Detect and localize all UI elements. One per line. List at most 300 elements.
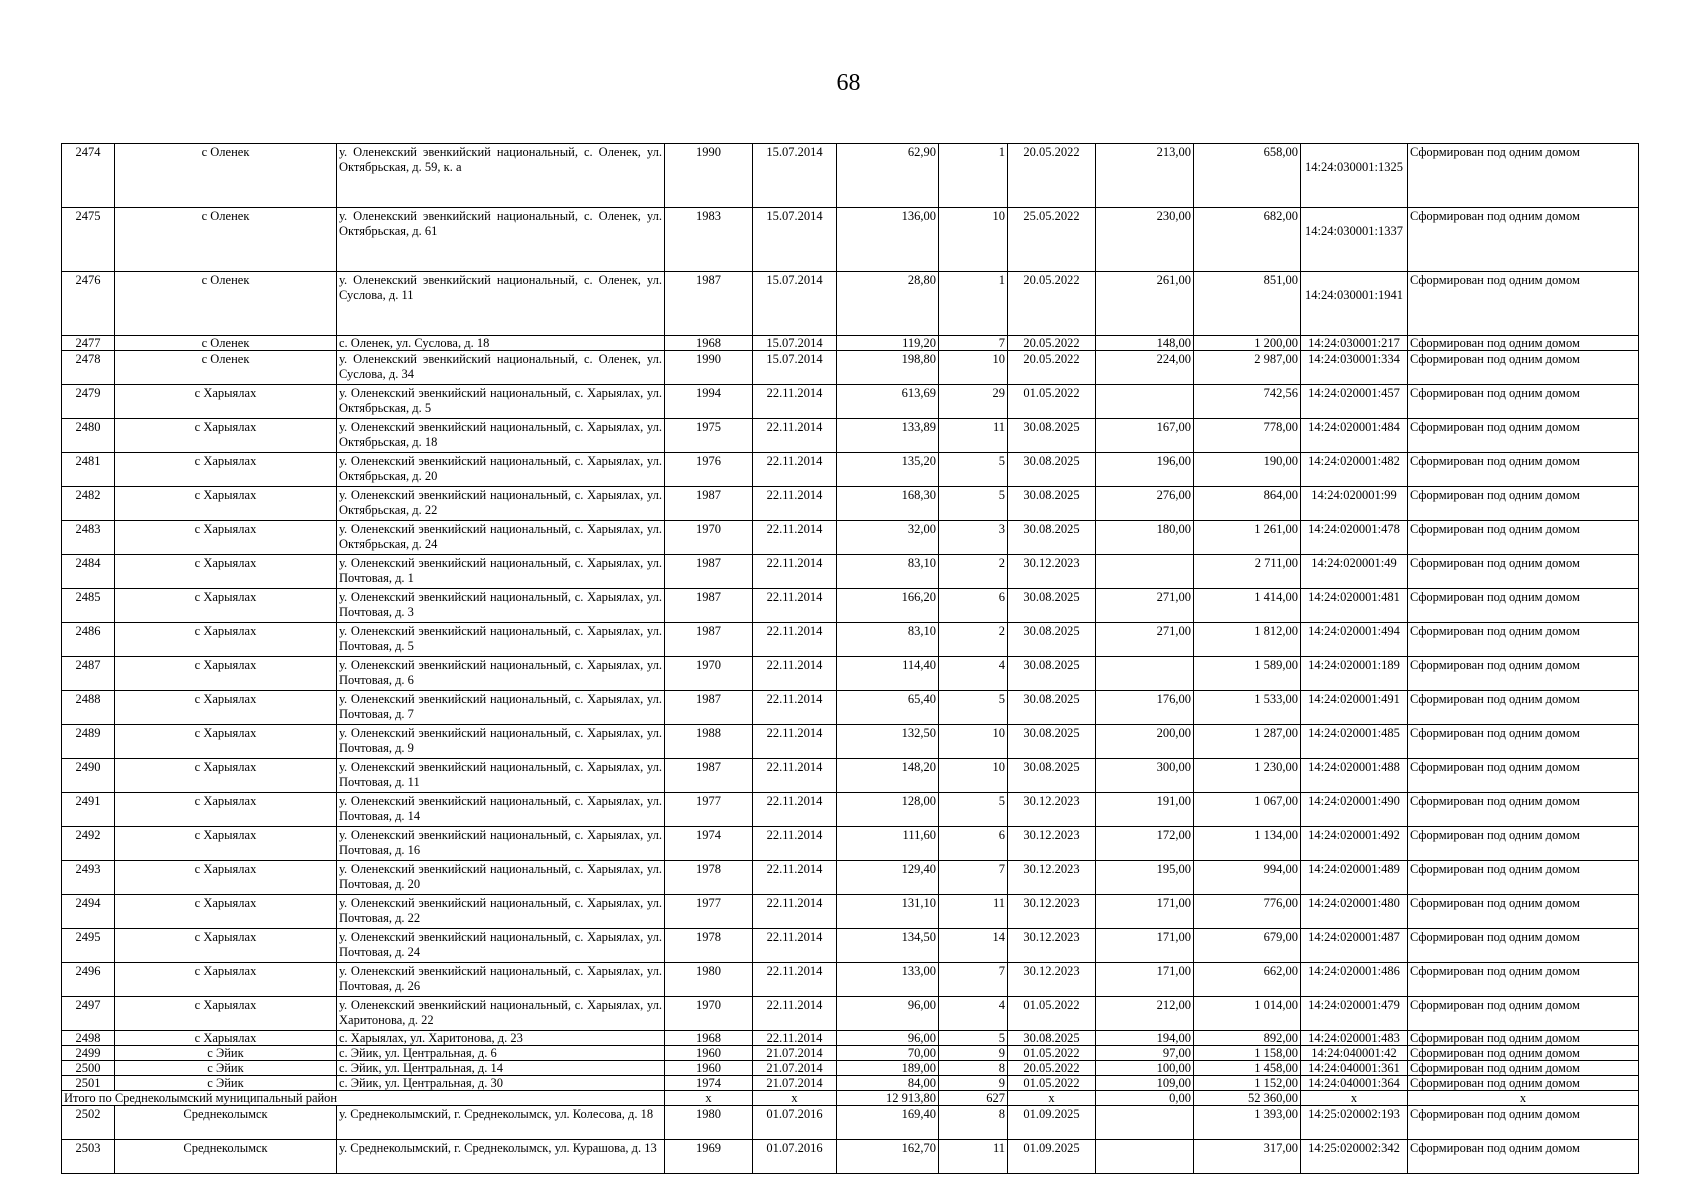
address-cell: у. Оленекский эвенкийский национальный, с. Харыялах, ул. Почтовая, д. 1 bbox=[337, 555, 665, 589]
land-status-cell: Сформирован под одним домом bbox=[1408, 1106, 1639, 1140]
total-label: Итого по Среднеколымский муниципальный район bbox=[62, 1091, 665, 1106]
year-built-cell: 1990 bbox=[665, 351, 753, 385]
area-cell: 65,40 bbox=[837, 691, 939, 725]
value-1-cell: 191,00 bbox=[1096, 793, 1194, 827]
cadastral-number-cell: 14:24:020001:49 bbox=[1301, 555, 1408, 589]
residents-count-cell: 7 bbox=[939, 861, 1008, 895]
inclusion-date-cell: 01.07.2016 bbox=[753, 1106, 837, 1140]
row-number-cell: 2487 bbox=[62, 657, 115, 691]
table-row bbox=[62, 1140, 1639, 1174]
row-number-cell: 2496 bbox=[62, 963, 115, 997]
settlement-cell: Среднеколымск bbox=[115, 1106, 337, 1140]
settlement-cell: с Харыялах bbox=[115, 555, 337, 589]
value-1-cell: 172,00 bbox=[1096, 827, 1194, 861]
inclusion-date-cell: 15.07.2014 bbox=[753, 208, 837, 272]
value-2-cell: 1 414,00 bbox=[1194, 589, 1301, 623]
cadastral-number-cell: 14:24:040001:364 bbox=[1301, 1076, 1408, 1091]
residents-count-cell: 5 bbox=[939, 487, 1008, 521]
residents-count-cell: 10 bbox=[939, 759, 1008, 793]
value-1-cell: 196,00 bbox=[1096, 453, 1194, 487]
value-2-cell: 776,00 bbox=[1194, 895, 1301, 929]
row-number-cell: 2477 bbox=[62, 336, 115, 351]
inclusion-date-cell: 22.11.2014 bbox=[753, 725, 837, 759]
residents-count-cell: 1 bbox=[939, 272, 1008, 336]
deadline-cell: 01.05.2022 bbox=[1008, 385, 1096, 419]
inclusion-date-cell: 15.07.2014 bbox=[753, 351, 837, 385]
land-status-cell: Сформирован под одним домом bbox=[1408, 1031, 1639, 1046]
cadastral-number-cell: 14:25:020002:342 bbox=[1301, 1140, 1408, 1174]
inclusion-date-cell: 22.11.2014 bbox=[753, 589, 837, 623]
deadline-cell: 20.05.2022 bbox=[1008, 336, 1096, 351]
land-status-cell: Сформирован под одним домом bbox=[1408, 793, 1639, 827]
row-number-cell: 2485 bbox=[62, 589, 115, 623]
deadline-cell: 30.08.2025 bbox=[1008, 691, 1096, 725]
row-number-cell: 2483 bbox=[62, 521, 115, 555]
year-built-cell: 1987 bbox=[665, 272, 753, 336]
area-cell: 129,40 bbox=[837, 861, 939, 895]
inclusion-date-cell: 22.11.2014 bbox=[753, 759, 837, 793]
table-row bbox=[62, 759, 1639, 793]
total-row bbox=[62, 1091, 1639, 1106]
inclusion-date-cell: 22.11.2014 bbox=[753, 963, 837, 997]
total-status-cell: х bbox=[1408, 1091, 1639, 1106]
residents-count-cell: 9 bbox=[939, 1076, 1008, 1091]
year-built-cell: 1960 bbox=[665, 1046, 753, 1061]
area-cell: 114,40 bbox=[837, 657, 939, 691]
deadline-cell: 01.09.2025 bbox=[1008, 1106, 1096, 1140]
address-cell: с. Эйик, ул. Центральная, д. 6 bbox=[337, 1046, 665, 1061]
deadline-cell: 25.05.2022 bbox=[1008, 208, 1096, 272]
residents-count-cell: 3 bbox=[939, 521, 1008, 555]
area-cell: 613,69 bbox=[837, 385, 939, 419]
address-cell: у. Оленекский эвенкийский национальный, с. Оленек, ул. Октябрьская, д. 61 bbox=[337, 208, 665, 272]
land-status-cell: Сформирован под одним домом bbox=[1408, 657, 1639, 691]
land-status-cell: Сформирован под одним домом bbox=[1408, 725, 1639, 759]
value-2-cell: 317,00 bbox=[1194, 1140, 1301, 1174]
value-1-cell: 167,00 bbox=[1096, 419, 1194, 453]
value-2-cell: 1 014,00 bbox=[1194, 997, 1301, 1031]
value-1-cell: 230,00 bbox=[1096, 208, 1194, 272]
cadastral-number-cell: 14:24:030001:1941 bbox=[1301, 272, 1408, 336]
deadline-cell: 01.05.2022 bbox=[1008, 997, 1096, 1031]
settlement-cell: с Харыялах bbox=[115, 589, 337, 623]
address-cell: у. Оленекский эвенкийский национальный, с. Оленек, ул. Суслова, д. 34 bbox=[337, 351, 665, 385]
cadastral-number-cell: 14:24:020001:481 bbox=[1301, 589, 1408, 623]
value-2-cell: 1 200,00 bbox=[1194, 336, 1301, 351]
settlement-cell: с Харыялах bbox=[115, 419, 337, 453]
deadline-cell: 20.05.2022 bbox=[1008, 1061, 1096, 1076]
inclusion-date-cell: 22.11.2014 bbox=[753, 929, 837, 963]
settlement-cell: с Харыялах bbox=[115, 963, 337, 997]
table-row bbox=[62, 691, 1639, 725]
cadastral-number-cell: 14:24:020001:480 bbox=[1301, 895, 1408, 929]
year-built-cell: 1960 bbox=[665, 1061, 753, 1076]
year-built-cell: 1987 bbox=[665, 623, 753, 657]
land-status-cell: Сформирован под одним домом bbox=[1408, 1140, 1639, 1174]
land-status-cell: Сформирован под одним домом bbox=[1408, 336, 1639, 351]
value-2-cell: 1 134,00 bbox=[1194, 827, 1301, 861]
area-cell: 62,90 bbox=[837, 144, 939, 208]
inclusion-date-cell: 22.11.2014 bbox=[753, 555, 837, 589]
table-row bbox=[62, 589, 1639, 623]
value-2-cell: 892,00 bbox=[1194, 1031, 1301, 1046]
deadline-cell: 01.05.2022 bbox=[1008, 1076, 1096, 1091]
value-1-cell: 171,00 bbox=[1096, 895, 1194, 929]
settlement-cell: с Оленек bbox=[115, 336, 337, 351]
inclusion-date-cell: 15.07.2014 bbox=[753, 272, 837, 336]
cadastral-number-cell: 14:24:020001:490 bbox=[1301, 793, 1408, 827]
settlement-cell: с Харыялах bbox=[115, 725, 337, 759]
inclusion-date-cell: 22.11.2014 bbox=[753, 419, 837, 453]
residents-count-cell: 2 bbox=[939, 623, 1008, 657]
settlement-cell: с Харыялах bbox=[115, 793, 337, 827]
year-built-cell: 1980 bbox=[665, 1106, 753, 1140]
row-number-cell: 2484 bbox=[62, 555, 115, 589]
table-row bbox=[62, 1046, 1639, 1061]
settlement-cell: с Оленек bbox=[115, 144, 337, 208]
deadline-cell: 01.05.2022 bbox=[1008, 1046, 1096, 1061]
settlement-cell: с Эйик bbox=[115, 1076, 337, 1091]
address-cell: у. Оленекский эвенкийский национальный, с. Харыялах, ул. Почтовая, д. 3 bbox=[337, 589, 665, 623]
table-row bbox=[62, 1061, 1639, 1076]
year-built-cell: 1987 bbox=[665, 487, 753, 521]
residents-count-cell: 8 bbox=[939, 1106, 1008, 1140]
row-number-cell: 2489 bbox=[62, 725, 115, 759]
settlement-cell: с Харыялах bbox=[115, 929, 337, 963]
area-cell: 83,10 bbox=[837, 555, 939, 589]
residents-count-cell: 6 bbox=[939, 589, 1008, 623]
year-built-cell: 1978 bbox=[665, 861, 753, 895]
value-2-cell: 778,00 bbox=[1194, 419, 1301, 453]
value-2-cell: 1 152,00 bbox=[1194, 1076, 1301, 1091]
value-1-cell bbox=[1096, 657, 1194, 691]
year-built-cell: 1990 bbox=[665, 144, 753, 208]
settlement-cell: с Харыялах bbox=[115, 487, 337, 521]
land-status-cell: Сформирован под одним домом bbox=[1408, 555, 1639, 589]
table-row bbox=[62, 895, 1639, 929]
table-row bbox=[62, 1076, 1639, 1091]
value-1-cell bbox=[1096, 1106, 1194, 1140]
address-cell: у. Оленекский эвенкийский национальный, с. Харыялах, ул. Октябрьская, д. 22 bbox=[337, 487, 665, 521]
land-status-cell: Сформирован под одним домом bbox=[1408, 895, 1639, 929]
area-cell: 136,00 bbox=[837, 208, 939, 272]
table-row bbox=[62, 272, 1639, 336]
row-number-cell: 2502 bbox=[62, 1106, 115, 1140]
value-1-cell: 180,00 bbox=[1096, 521, 1194, 555]
value-1-cell: 276,00 bbox=[1096, 487, 1194, 521]
table-row bbox=[62, 861, 1639, 895]
area-cell: 168,30 bbox=[837, 487, 939, 521]
value-1-cell: 100,00 bbox=[1096, 1061, 1194, 1076]
address-cell: у. Среднеколымский, г. Среднеколымск, ул. Колесова, д. 18 bbox=[337, 1106, 665, 1140]
land-status-cell: Сформирован под одним домом bbox=[1408, 419, 1639, 453]
area-cell: 96,00 bbox=[837, 1031, 939, 1046]
deadline-cell: 20.05.2022 bbox=[1008, 144, 1096, 208]
address-cell: у. Оленекский эвенкийский национальный, с. Харыялах, ул. Почтовая, д. 14 bbox=[337, 793, 665, 827]
land-status-cell: Сформирован под одним домом bbox=[1408, 385, 1639, 419]
inclusion-date-cell: 22.11.2014 bbox=[753, 1031, 837, 1046]
address-cell: у. Оленекский эвенкийский национальный, с. Харыялах, ул. Почтовая, д. 6 bbox=[337, 657, 665, 691]
value-2-cell: 1 158,00 bbox=[1194, 1046, 1301, 1061]
value-1-cell: 148,00 bbox=[1096, 336, 1194, 351]
row-number-cell: 2481 bbox=[62, 453, 115, 487]
residents-count-cell: 10 bbox=[939, 351, 1008, 385]
cadastral-number-cell: 14:24:020001:189 bbox=[1301, 657, 1408, 691]
deadline-cell: 30.08.2025 bbox=[1008, 419, 1096, 453]
inclusion-date-cell: 22.11.2014 bbox=[753, 521, 837, 555]
settlement-cell: с Харыялах bbox=[115, 827, 337, 861]
value-2-cell: 1 533,00 bbox=[1194, 691, 1301, 725]
year-built-cell: 1974 bbox=[665, 1076, 753, 1091]
table-row bbox=[62, 351, 1639, 385]
deadline-cell: 01.09.2025 bbox=[1008, 1140, 1096, 1174]
deadline-cell: 30.12.2023 bbox=[1008, 963, 1096, 997]
inclusion-date-cell: 22.11.2014 bbox=[753, 793, 837, 827]
value-2-cell: 1 393,00 bbox=[1194, 1106, 1301, 1140]
deadline-cell: 30.12.2023 bbox=[1008, 861, 1096, 895]
settlement-cell: с Оленек bbox=[115, 351, 337, 385]
area-cell: 84,00 bbox=[837, 1076, 939, 1091]
settlement-cell: с Харыялах bbox=[115, 657, 337, 691]
total-v1-cell: 0,00 bbox=[1096, 1091, 1194, 1106]
area-cell: 133,89 bbox=[837, 419, 939, 453]
table-row bbox=[62, 336, 1639, 351]
row-number-cell: 2491 bbox=[62, 793, 115, 827]
settlement-cell: с Харыялах bbox=[115, 1031, 337, 1046]
residents-count-cell: 7 bbox=[939, 336, 1008, 351]
address-cell: у. Оленекский эвенкийский национальный, с. Харыялах, ул. Октябрьская, д. 18 bbox=[337, 419, 665, 453]
land-status-cell: Сформирован под одним домом bbox=[1408, 351, 1639, 385]
deadline-cell: 30.08.2025 bbox=[1008, 589, 1096, 623]
residents-count-cell: 7 bbox=[939, 963, 1008, 997]
value-2-cell: 1 067,00 bbox=[1194, 793, 1301, 827]
cadastral-number-cell: 14:24:020001:484 bbox=[1301, 419, 1408, 453]
value-1-cell: 213,00 bbox=[1096, 144, 1194, 208]
settlement-cell: с Оленек bbox=[115, 208, 337, 272]
table-row bbox=[62, 385, 1639, 419]
settlement-cell: с Оленек bbox=[115, 272, 337, 336]
address-cell: с. Эйик, ул. Центральная, д. 30 bbox=[337, 1076, 665, 1091]
land-status-cell: Сформирован под одним домом bbox=[1408, 589, 1639, 623]
value-2-cell: 2 711,00 bbox=[1194, 555, 1301, 589]
land-status-cell: Сформирован под одним домом bbox=[1408, 521, 1639, 555]
row-number-cell: 2486 bbox=[62, 623, 115, 657]
value-1-cell: 97,00 bbox=[1096, 1046, 1194, 1061]
table-row bbox=[62, 208, 1639, 272]
deadline-cell: 30.08.2025 bbox=[1008, 453, 1096, 487]
deadline-cell: 30.12.2023 bbox=[1008, 929, 1096, 963]
address-cell: у. Оленекский эвенкийский национальный, с. Оленек, ул. Суслова, д. 11 bbox=[337, 272, 665, 336]
area-cell: 169,40 bbox=[837, 1106, 939, 1140]
row-number-cell: 2478 bbox=[62, 351, 115, 385]
address-cell: у. Оленекский эвенкийский национальный, с. Харыялах, ул. Почтовая, д. 20 bbox=[337, 861, 665, 895]
year-built-cell: 1968 bbox=[665, 336, 753, 351]
table-row bbox=[62, 997, 1639, 1031]
area-cell: 148,20 bbox=[837, 759, 939, 793]
address-cell: у. Оленекский эвенкийский национальный, с. Харыялах, ул. Октябрьская, д. 24 bbox=[337, 521, 665, 555]
value-1-cell: 212,00 bbox=[1096, 997, 1194, 1031]
year-built-cell: 1983 bbox=[665, 208, 753, 272]
value-2-cell: 1 261,00 bbox=[1194, 521, 1301, 555]
value-2-cell: 679,00 bbox=[1194, 929, 1301, 963]
value-1-cell: 195,00 bbox=[1096, 861, 1194, 895]
year-built-cell: 1988 bbox=[665, 725, 753, 759]
value-1-cell: 224,00 bbox=[1096, 351, 1194, 385]
table-row bbox=[62, 725, 1639, 759]
deadline-cell: 30.08.2025 bbox=[1008, 657, 1096, 691]
value-2-cell: 851,00 bbox=[1194, 272, 1301, 336]
table-row bbox=[62, 963, 1639, 997]
row-number-cell: 2475 bbox=[62, 208, 115, 272]
deadline-cell: 30.12.2023 bbox=[1008, 895, 1096, 929]
cadastral-number-cell: 14:24:020001:483 bbox=[1301, 1031, 1408, 1046]
value-1-cell: 271,00 bbox=[1096, 589, 1194, 623]
value-1-cell: 261,00 bbox=[1096, 272, 1194, 336]
address-cell: с. Харыялах, ул. Харитонова, д. 23 bbox=[337, 1031, 665, 1046]
settlement-cell: с Харыялах bbox=[115, 997, 337, 1031]
total-year-cell: х bbox=[665, 1091, 753, 1106]
value-2-cell: 994,00 bbox=[1194, 861, 1301, 895]
value-1-cell: 176,00 bbox=[1096, 691, 1194, 725]
residents-count-cell: 29 bbox=[939, 385, 1008, 419]
deadline-cell: 30.08.2025 bbox=[1008, 623, 1096, 657]
value-1-cell: 194,00 bbox=[1096, 1031, 1194, 1046]
cadastral-number-cell: 14:24:030001:1325 bbox=[1301, 144, 1408, 208]
cadastral-number-cell: 14:24:020001:478 bbox=[1301, 521, 1408, 555]
value-2-cell: 1 287,00 bbox=[1194, 725, 1301, 759]
deadline-cell: 30.08.2025 bbox=[1008, 1031, 1096, 1046]
address-cell: у. Оленекский эвенкийский национальный, с. Харыялах, ул. Почтовая, д. 9 bbox=[337, 725, 665, 759]
value-1-cell bbox=[1096, 1140, 1194, 1174]
cadastral-number-cell: 14:24:020001:488 bbox=[1301, 759, 1408, 793]
inclusion-date-cell: 22.11.2014 bbox=[753, 895, 837, 929]
row-number-cell: 2490 bbox=[62, 759, 115, 793]
area-cell: 128,00 bbox=[837, 793, 939, 827]
row-number-cell: 2501 bbox=[62, 1076, 115, 1091]
row-number-cell: 2499 bbox=[62, 1046, 115, 1061]
inclusion-date-cell: 22.11.2014 bbox=[753, 623, 837, 657]
row-number-cell: 2498 bbox=[62, 1031, 115, 1046]
inclusion-date-cell: 22.11.2014 bbox=[753, 385, 837, 419]
area-cell: 162,70 bbox=[837, 1140, 939, 1174]
address-cell: у. Оленекский эвенкийский национальный, с. Харыялах, ул. Октябрьская, д. 5 bbox=[337, 385, 665, 419]
settlement-cell: с Харыялах bbox=[115, 861, 337, 895]
row-number-cell: 2492 bbox=[62, 827, 115, 861]
year-built-cell: 1974 bbox=[665, 827, 753, 861]
page-number: 68 bbox=[836, 70, 861, 96]
residents-count-cell: 6 bbox=[939, 827, 1008, 861]
deadline-cell: 30.12.2023 bbox=[1008, 827, 1096, 861]
settlement-cell: с Харыялах bbox=[115, 623, 337, 657]
row-number-cell: 2494 bbox=[62, 895, 115, 929]
deadline-cell: 30.08.2025 bbox=[1008, 725, 1096, 759]
land-status-cell: Сформирован под одним домом bbox=[1408, 1046, 1639, 1061]
year-built-cell: 1987 bbox=[665, 589, 753, 623]
row-number-cell: 2495 bbox=[62, 929, 115, 963]
land-status-cell: Сформирован под одним домом bbox=[1408, 1061, 1639, 1076]
land-status-cell: Сформирован под одним домом bbox=[1408, 759, 1639, 793]
land-status-cell: Сформирован под одним домом bbox=[1408, 861, 1639, 895]
value-2-cell: 190,00 bbox=[1194, 453, 1301, 487]
address-cell: у. Оленекский эвенкийский национальный, с. Оленек, ул. Октябрьская, д. 59, к. а bbox=[337, 144, 665, 208]
settlement-cell: Среднеколымск bbox=[115, 1140, 337, 1174]
residents-count-cell: 4 bbox=[939, 997, 1008, 1031]
residents-count-cell: 10 bbox=[939, 725, 1008, 759]
inclusion-date-cell: 21.07.2014 bbox=[753, 1061, 837, 1076]
year-built-cell: 1980 bbox=[665, 963, 753, 997]
total-residents-cell: 627 bbox=[939, 1091, 1008, 1106]
row-number-cell: 2500 bbox=[62, 1061, 115, 1076]
land-status-cell: Сформирован под одним домом bbox=[1408, 997, 1639, 1031]
deadline-cell: 30.08.2025 bbox=[1008, 521, 1096, 555]
residents-count-cell: 8 bbox=[939, 1061, 1008, 1076]
residents-count-cell: 5 bbox=[939, 691, 1008, 725]
cadastral-number-cell: 14:24:020001:485 bbox=[1301, 725, 1408, 759]
inclusion-date-cell: 22.11.2014 bbox=[753, 827, 837, 861]
settlement-cell: с Эйик bbox=[115, 1061, 337, 1076]
year-built-cell: 1970 bbox=[665, 997, 753, 1031]
value-1-cell bbox=[1096, 555, 1194, 589]
cadastral-number-cell: 14:25:020002:193 bbox=[1301, 1106, 1408, 1140]
deadline-cell: 30.12.2023 bbox=[1008, 793, 1096, 827]
total-area-cell: 12 913,80 bbox=[837, 1091, 939, 1106]
inclusion-date-cell: 22.11.2014 bbox=[753, 861, 837, 895]
table-row bbox=[62, 521, 1639, 555]
area-cell: 133,00 bbox=[837, 963, 939, 997]
year-built-cell: 1975 bbox=[665, 419, 753, 453]
cadastral-number-cell: 14:24:040001:42 bbox=[1301, 1046, 1408, 1061]
cadastral-number-cell: 14:24:020001:482 bbox=[1301, 453, 1408, 487]
inclusion-date-cell: 01.07.2016 bbox=[753, 1140, 837, 1174]
area-cell: 135,20 bbox=[837, 453, 939, 487]
address-cell: с. Эйик, ул. Центральная, д. 14 bbox=[337, 1061, 665, 1076]
area-cell: 166,20 bbox=[837, 589, 939, 623]
land-status-cell: Сформирован под одним домом bbox=[1408, 1076, 1639, 1091]
value-1-cell: 271,00 bbox=[1096, 623, 1194, 657]
table-row bbox=[62, 827, 1639, 861]
cadastral-number-cell: 14:24:040001:361 bbox=[1301, 1061, 1408, 1076]
land-status-cell: Сформирован под одним домом bbox=[1408, 487, 1639, 521]
residents-count-cell: 10 bbox=[939, 208, 1008, 272]
cadastral-number-cell: 14:24:020001:99 bbox=[1301, 487, 1408, 521]
area-cell: 28,80 bbox=[837, 272, 939, 336]
cadastral-number-cell: 14:24:020001:487 bbox=[1301, 929, 1408, 963]
value-2-cell: 1 458,00 bbox=[1194, 1061, 1301, 1076]
residents-count-cell: 14 bbox=[939, 929, 1008, 963]
table-row bbox=[62, 144, 1639, 208]
land-status-cell: Сформирован под одним домом bbox=[1408, 453, 1639, 487]
cadastral-number-cell: 14:24:020001:489 bbox=[1301, 861, 1408, 895]
year-built-cell: 1976 bbox=[665, 453, 753, 487]
row-number-cell: 2476 bbox=[62, 272, 115, 336]
area-cell: 189,00 bbox=[837, 1061, 939, 1076]
land-status-cell: Сформирован под одним домом bbox=[1408, 963, 1639, 997]
inclusion-date-cell: 15.07.2014 bbox=[753, 144, 837, 208]
deadline-cell: 30.12.2023 bbox=[1008, 555, 1096, 589]
table-row bbox=[62, 419, 1639, 453]
inclusion-date-cell: 21.07.2014 bbox=[753, 1046, 837, 1061]
area-cell: 83,10 bbox=[837, 623, 939, 657]
cadastral-number-cell: 14:24:020001:491 bbox=[1301, 691, 1408, 725]
total-deadline-cell: х bbox=[1008, 1091, 1096, 1106]
cadastral-number-cell: 14:24:020001:494 bbox=[1301, 623, 1408, 657]
settlement-cell: с Харыялах bbox=[115, 385, 337, 419]
residents-count-cell: 11 bbox=[939, 1140, 1008, 1174]
register-body bbox=[62, 144, 1639, 1174]
row-number-cell: 2480 bbox=[62, 419, 115, 453]
row-number-cell: 2482 bbox=[62, 487, 115, 521]
value-1-cell: 300,00 bbox=[1096, 759, 1194, 793]
